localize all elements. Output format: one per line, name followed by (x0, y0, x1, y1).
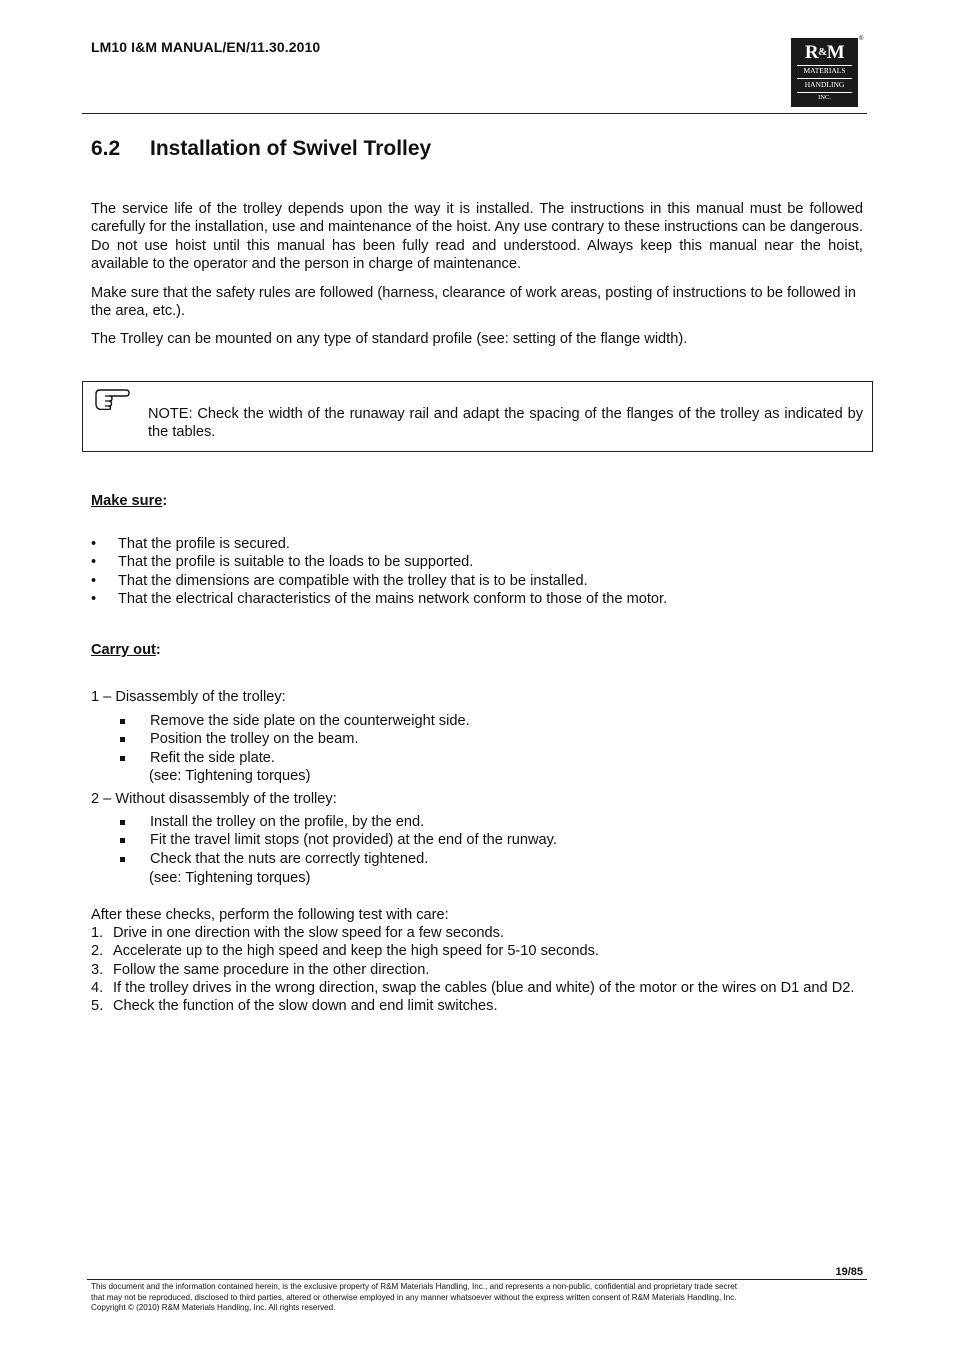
footer-divider (87, 1279, 867, 1280)
logo-divider (797, 92, 852, 93)
step-2-title: 2 – Without disassembly of the trolley: (91, 791, 337, 807)
logo-brand: R&M (804, 42, 845, 63)
section-title (91, 137, 431, 161)
test-intro: After these checks, perform the following test with care: (91, 907, 449, 923)
footer-line: This document and the information contained herein, is the exclusive property of R&M Materials Handling, Inc., and represents a non-public, confidential and proprietary trade secret (91, 1282, 738, 1291)
list-item: • That the profile is secured. (91, 535, 871, 553)
make-sure-list (91, 535, 871, 608)
copyright-line: Copyright © (2010) R&M Materials Handling, Inc. All rights reserved. (91, 1303, 336, 1312)
step-1-list (118, 712, 858, 767)
safety-paragraph: Make sure that the safety rules are followed (harness, clearance of work areas, posting of instructions to be followed in the area, etc.). (91, 285, 856, 320)
see-tightening-torques-ref: (see: Tightening torques) (149, 870, 311, 886)
intro-paragraph: The service life of the trolley depends upon the way it is installed. The instructions in this manual must be followed carefully for the installation, use and maintenance of the hoist. Any use contrary to these instructions can be dangerous. Do not use hoist until this manual has been fully read and understood. Always keep this manual near the hoist, available to the operator and the person in charge of maintenance. (91, 201, 863, 272)
list-item: 3. Follow the same procedure in the other direction. (91, 961, 430, 978)
list-item: • That the dimensions are compatible with the trolley that is to be installed. (91, 572, 871, 590)
registered-mark: ® (859, 36, 864, 42)
section-number: 6.2 (91, 137, 121, 160)
list-item: Position the trolley on the beam. (118, 730, 858, 748)
list-item: 5. Check the function of the slow down and end limit switches. (91, 998, 498, 1015)
page-number: 19/85 (835, 1266, 863, 1278)
list-item: Check that the nuts are correctly tightened. (118, 850, 858, 868)
list-item: 1. Drive in one direction with the slow speed for a few seconds. (91, 925, 504, 941)
confidentiality-notice (91, 1282, 864, 1314)
list-item: Remove the side plate on the counterweight side. (118, 712, 858, 730)
section-heading: Installation of Swivel Trolley (150, 137, 432, 160)
test-steps-list (91, 924, 863, 1015)
header-divider (82, 113, 867, 114)
carry-out-heading: Carry out: (91, 642, 161, 658)
step-2-list (118, 813, 858, 868)
footer-line: that may not be reproduced, disclosed to third parties, altered or otherwise employed in any manner whatsoever without the express written consent of R&M Materials Handling, Inc. (91, 1292, 737, 1302)
logo-line-handling: HANDLING (804, 80, 845, 89)
step-1-title: 1 – Disassembly of the trolley: (91, 689, 286, 705)
logo-line-materials: MATERIALS (803, 66, 846, 75)
list-item: • That the profile is suitable to the loads to be supported. (91, 553, 871, 571)
make-sure-heading: Make sure: (91, 493, 168, 509)
note-text: NOTE: Check the width of the runaway rail and adapt the spacing of the flanges of the trolley as indicated by the tables. (148, 406, 863, 441)
list-item: Fit the travel limit stops (not provided) at the end of the runway. (118, 831, 858, 849)
list-item: Refit the side plate. (118, 749, 858, 767)
document-id: LM10 I&M MANUAL/EN/11.30.2010 (91, 39, 321, 55)
logo-line-inc: INC. (818, 94, 831, 101)
pointing-hand-icon (94, 386, 130, 410)
list-item: 2. Accelerate up to the high speed and keep the high speed for 5-10 seconds. (91, 943, 599, 960)
list-item: • That the electrical characteristics of the mains network conform to those of the motor. (91, 590, 871, 608)
see-tightening-torques-ref: (see: Tightening torques) (149, 768, 311, 784)
list-item: 4. If the trolley drives in the wrong direction, swap the cables (blue and white) of the motor or the wires on D1 and D2. (91, 979, 855, 996)
list-item: Install the trolley on the profile, by the end. (118, 813, 858, 831)
company-logo (791, 38, 858, 107)
profile-paragraph: The Trolley can be mounted on any type of standard profile (see: setting of the flange width). (91, 331, 688, 347)
logo-divider (797, 78, 852, 79)
